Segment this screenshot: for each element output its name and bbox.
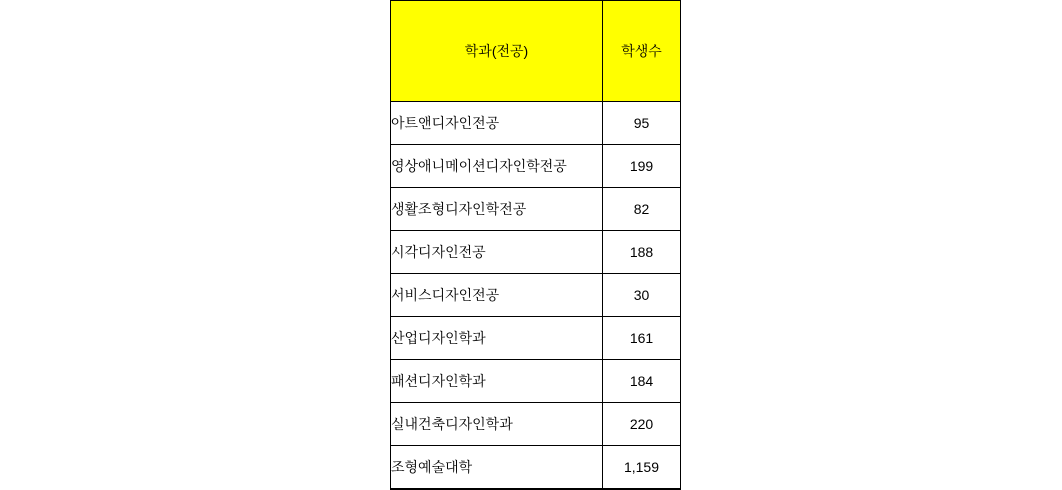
table-row [391,231,681,274]
table-row [391,317,681,360]
cell-count: 161 [603,317,681,360]
table-body [391,102,681,490]
student-count-table-container [390,0,681,490]
table-header-row [391,1,681,102]
student-count-table [390,0,681,490]
cell-count: 184 [603,360,681,403]
cell-count: 1,159 [603,446,681,490]
column-header-major: 학과(전공) [391,1,603,102]
cell-count: 30 [603,274,681,317]
table-row [391,145,681,188]
table-header [391,1,681,102]
table-row [391,446,681,490]
cell-count: 82 [603,188,681,231]
table-row [391,102,681,145]
cell-major: 실내건축디자인학과 [391,403,603,446]
column-header-count: 학생수 [603,1,681,102]
cell-major: 패션디자인학과 [391,360,603,403]
cell-major: 영상애니메이션디자인학전공 [391,145,603,188]
cell-major: 산업디자인학과 [391,317,603,360]
cell-count: 95 [603,102,681,145]
cell-count: 188 [603,231,681,274]
cell-major: 서비스디자인전공 [391,274,603,317]
table-row [391,188,681,231]
table-row [391,274,681,317]
cell-major: 생활조형디자인학전공 [391,188,603,231]
cell-count: 199 [603,145,681,188]
table-row [391,403,681,446]
cell-major: 조형예술대학 [391,446,603,490]
cell-count: 220 [603,403,681,446]
table-row [391,360,681,403]
cell-major: 시각디자인전공 [391,231,603,274]
cell-major: 아트앤디자인전공 [391,102,603,145]
